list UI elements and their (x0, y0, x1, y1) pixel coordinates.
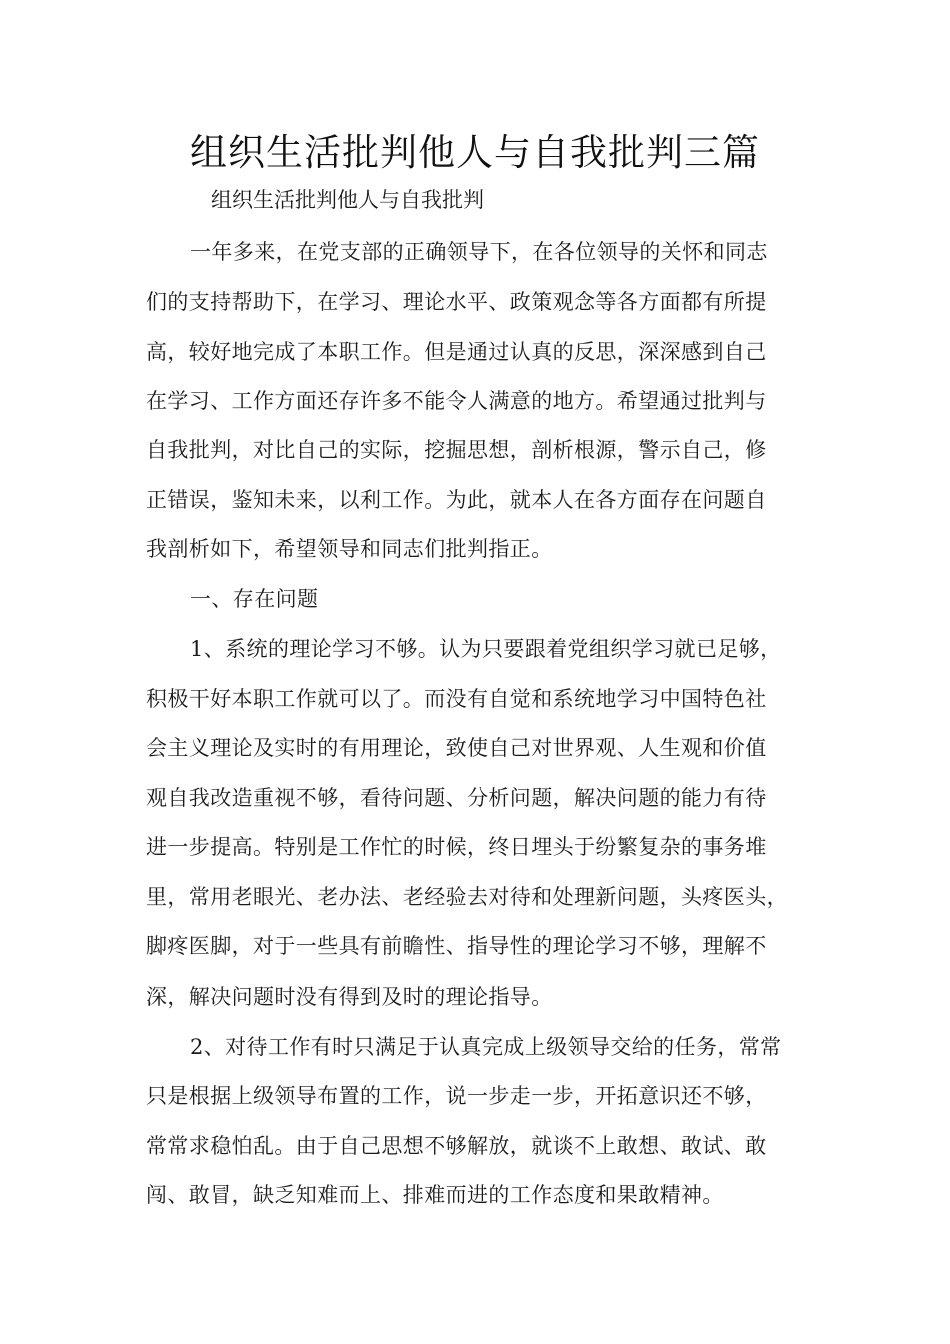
paragraph-line: 2、对待工作有时只满足于认真完成上级领导交给的任务，常常 (190, 1035, 782, 1059)
paragraph-line: 积极干好本职工作就可以了。而没有自觉和系统地学习中国特色社 (146, 687, 767, 711)
paragraph-line: 深，解决问题时没有得到及时的理论指导。 (146, 985, 553, 1009)
paragraph-line: 正错误，鉴知未来，以利工作。为此，就本人在各方面存在问题自 (146, 488, 767, 512)
paragraph-line: 们的支持帮助下，在学习、理论水平、政策观念等各方面都有所提 (146, 290, 767, 314)
paragraph-line: 自我批判，对比自己的实际，挖掘思想，剖析根源，警示自己，修 (146, 438, 767, 462)
paragraph-line: 会主义理论及实时的有用理论，致使自己对世界观、人生观和价值 (146, 736, 767, 760)
document-subtitle: 组织生活批判他人与自我批判 (211, 188, 484, 212)
paragraph-line: 里，常用老眼光、老办法、老经验去对待和处理新问题，头疼医头， (146, 885, 788, 909)
paragraph-line: 我剖析如下，希望领导和同志们批判指正。 (146, 537, 553, 561)
paragraph-line: 一年多来，在党支部的正确领导下，在各位领导的关怀和同志 (190, 240, 768, 264)
paragraph-line: 闯、敢冒，缺乏知难而上、排难而进的工作态度和果敢精神。 (146, 1183, 724, 1207)
document-title: 组织生活批判他人与自我批判三篇 (190, 131, 760, 174)
paragraph-line: 高，较好地完成了本职工作。但是通过认真的反思，深深感到自己 (146, 340, 767, 364)
paragraph-line: 只是根据上级领导布置的工作，说一步走一步，开拓意识还不够， (146, 1084, 767, 1108)
paragraph-line: 常常求稳怕乱。由于自己思想不够解放，就谈不上敢想、敢试、敢 (146, 1134, 767, 1158)
section-heading: 一、存在问题 (190, 587, 319, 611)
paragraph-line: 观自我改造重视不够，看待问题、分析问题，解决问题的能力有待 (146, 786, 767, 810)
paragraph-line: 脚疼医脚，对于一些具有前瞻性、指导性的理论学习不够，理解不 (146, 934, 767, 958)
paragraph-line: 进一步提高。特别是工作忙的时候，终日埋头于纷繁复杂的事务堆 (146, 835, 767, 859)
paragraph-line: 1、系统的理论学习不够。认为只要跟着党组织学习就已足够， (190, 637, 782, 661)
paragraph-line: 在学习、工作方面还存许多不能令人满意的地方。希望通过批判与 (146, 389, 767, 413)
